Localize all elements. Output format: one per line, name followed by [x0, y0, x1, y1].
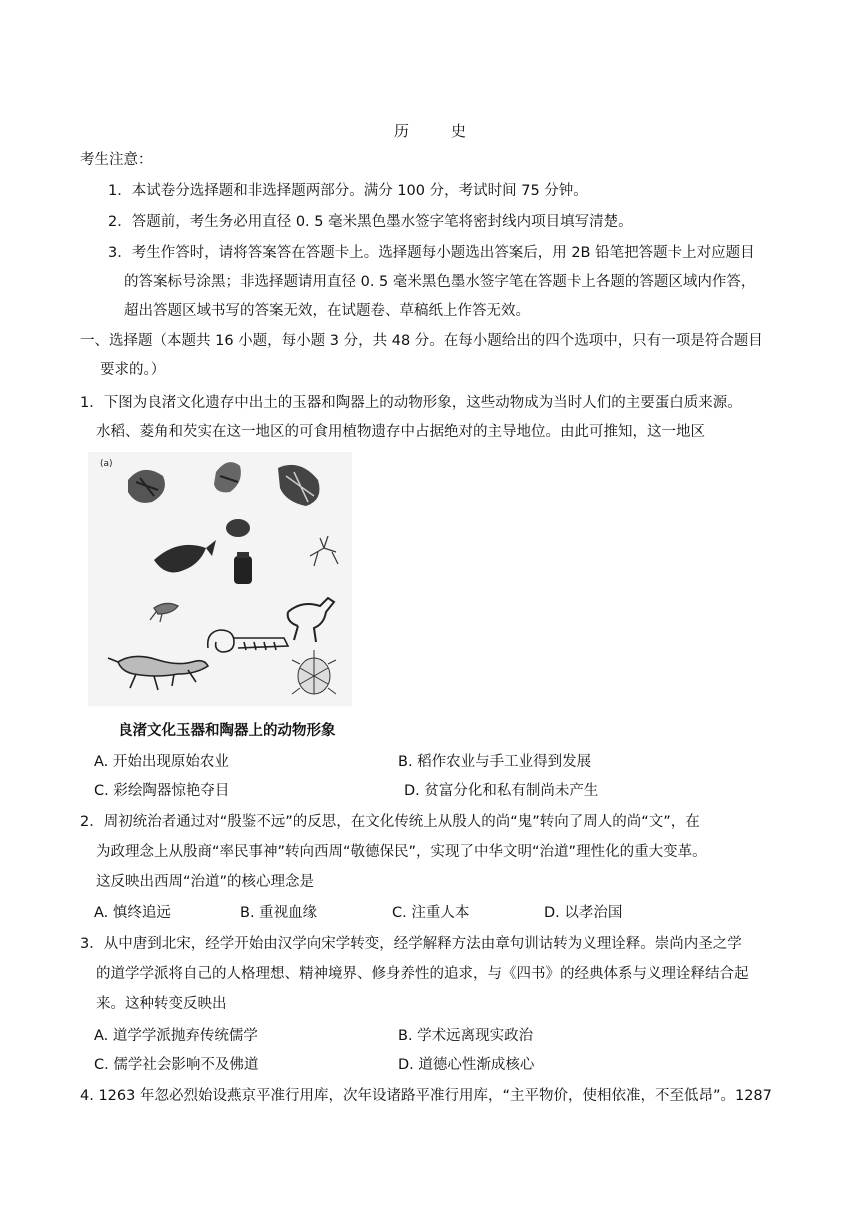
- question-2-stem-1: 2．周初统治者通过对“殷鉴不远”的反思，在文化传统上从殷人的尚“鬼”转向了周人的尚“文”，在: [80, 814, 700, 830]
- notice-item-3-cont-2: 超出答题区域书写的答案无效，在试题卷、草稿纸上作答无效。: [124, 303, 530, 319]
- page-title: [0, 120, 860, 141]
- q1-option-a[interactable]: A. 开始出现原始农业: [94, 754, 229, 770]
- q3-option-b[interactable]: B. 学术远离现实政治: [398, 1028, 534, 1044]
- q1-option-b[interactable]: B. 稻作农业与手工业得到发展: [398, 754, 592, 770]
- section-heading-cont: 要求的。）: [100, 362, 166, 378]
- q2-option-a[interactable]: A. 慎终追远: [94, 905, 171, 921]
- q2-option-d[interactable]: D. 以孝治国: [544, 905, 623, 921]
- question-1-stem-1: 1．下图为良渚文化遗存中出土的玉器和陶器上的动物形象，这些动物成为当时人们的主要蛋白质来源。: [80, 395, 742, 411]
- notice-item-2: 2．答题前，考生务必用直径 0. 5 毫米黑色墨水签字笔将密封线内项目填写清楚。: [108, 214, 633, 230]
- q2-option-b[interactable]: B. 重视血缘: [240, 905, 318, 921]
- jade-bead-icon: [226, 519, 250, 537]
- q3-option-d[interactable]: D. 道德心性渐成核心: [398, 1057, 535, 1073]
- q1-option-d[interactable]: D. 贫富分化和私有制尚未产生: [404, 783, 599, 799]
- title-char-1: 历: [393, 122, 409, 140]
- notice-item-3: 3．考生作答时，请将答案答在答题卡上。选择题每小题选出答案后，用 2B 铅笔把答题卡上对应题目: [108, 245, 755, 261]
- figure-caption: 良渚文化玉器和陶器上的动物形象: [118, 723, 336, 739]
- animal-figures-svg: [88, 452, 352, 706]
- q3-option-c[interactable]: C. 儒学社会影响不及佛道: [94, 1057, 259, 1073]
- q1-option-c[interactable]: C. 彩绘陶器惊艳夺目: [94, 783, 230, 799]
- question-2-stem-3: 这反映出西周“治道”的核心理念是: [96, 874, 315, 890]
- q2-option-c[interactable]: C. 注重人本: [392, 905, 470, 921]
- question-3-stem-2: 的道学学派将自己的人格理想、精神境界、修身养性的追求，与《四书》的经典体系与义理诠释结合起: [96, 966, 749, 982]
- section-heading: 一、选择题（本题共 16 小题，每小题 3 分，共 48 分。在每小题给出的四个选项中，只有一项是符合题目: [80, 333, 763, 349]
- notice-item-3-cont-1: 的答案标号涂黑；非选择题请用直径 0. 5 毫米黑色墨水签字笔在答题卡上各题的答题区域内作答，: [124, 274, 756, 290]
- q3-option-a[interactable]: A. 道学学派抛弃传统儒学: [94, 1028, 258, 1044]
- animal-figures-image: [88, 452, 352, 706]
- pottery-jar-icon: [234, 552, 252, 584]
- question-3-stem-3: 来。这种转变反映出: [96, 996, 227, 1012]
- title-char-2: 史: [451, 122, 467, 140]
- question-4-stem-1: 4. 1263 年忽必烈始设燕京平准行用库，次年设诸路平准行用库，“主平物价，使相依准，不至低昂”。1287: [80, 1088, 772, 1104]
- question-3-stem-1: 3．从中唐到北宋，经学开始由汉学向宋学转变，经学解释方法由章句训诂转为义理诠释。崇尚内圣之学: [80, 936, 742, 952]
- notice-item-1: 1．本试卷分选择题和非选择题两部分。满分 100 分，考试时间 75 分钟。: [108, 183, 588, 199]
- question-2-stem-2: 为政理念上从殷商“率民事神”转向西周“敬德保民”，实现了中华文明“治道”理性化的重大变革。: [96, 844, 707, 860]
- question-1-stem-2: 水稻、菱角和芡实在这一地区的可食用植物遗存中占据绝对的主导地位。由此可推知，这一地区: [96, 424, 705, 440]
- notice-heading: 考生注意：: [80, 152, 153, 168]
- figure-tag: (a): [100, 459, 113, 469]
